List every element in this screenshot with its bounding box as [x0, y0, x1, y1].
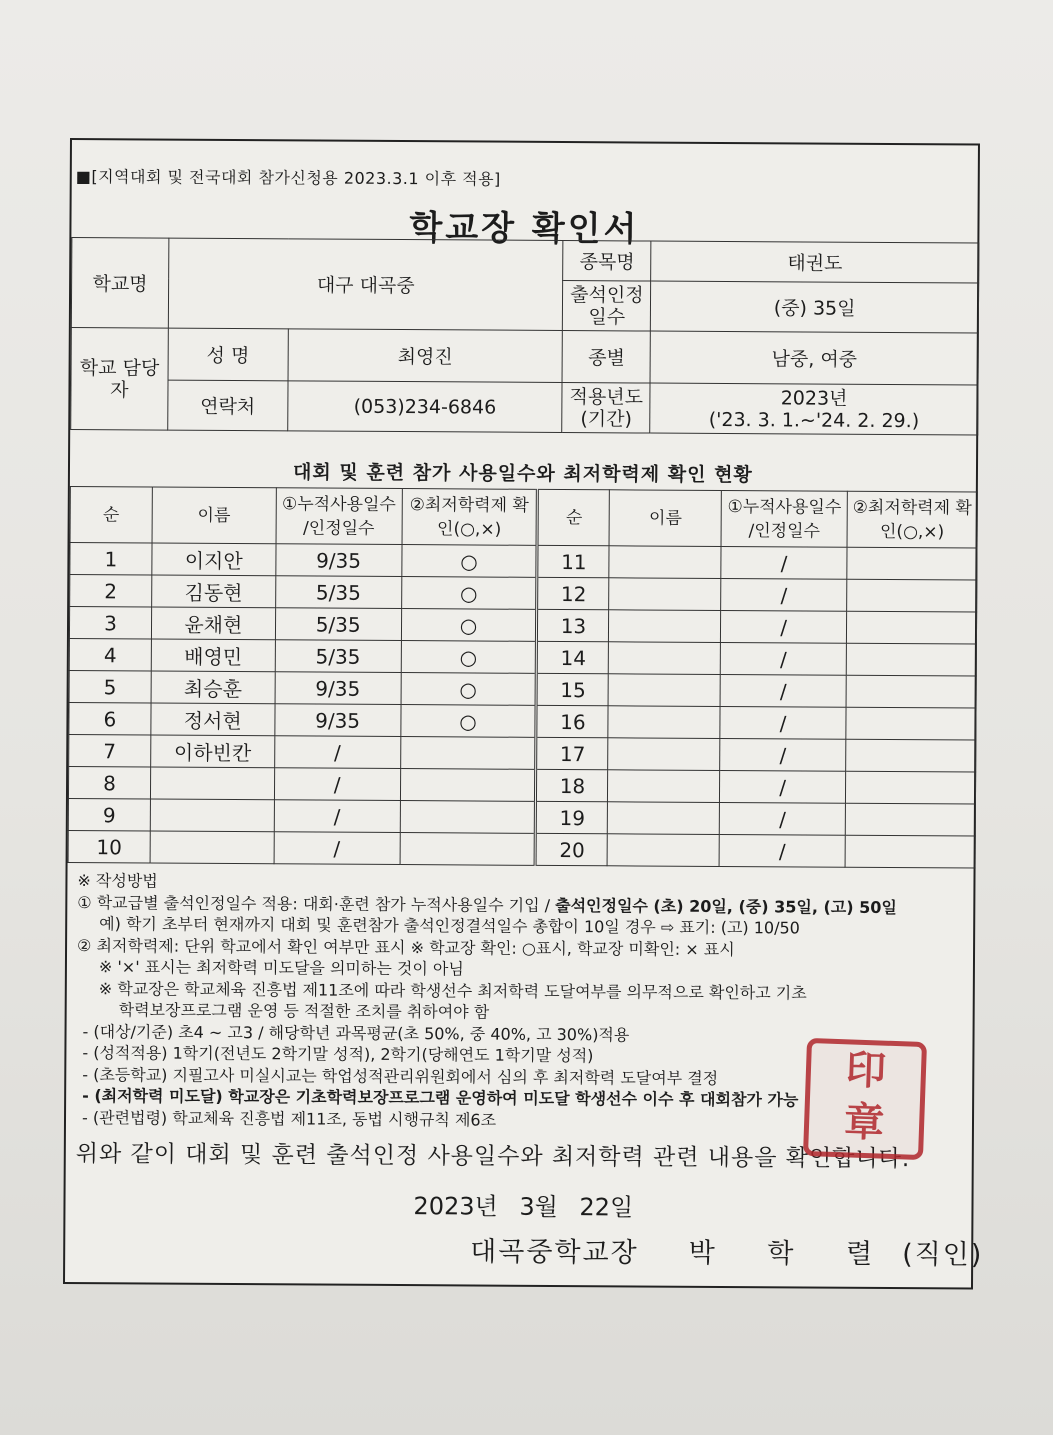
right-name-cell — [608, 706, 720, 739]
left-check-cell — [400, 801, 536, 834]
right-no-cell: 18 — [536, 769, 608, 801]
teacher-name: 최영진 — [288, 329, 563, 383]
attendance-days-label: 출석인정 일수 — [563, 281, 651, 332]
right-days-cell: / — [720, 706, 846, 739]
right-check-cell — [847, 547, 977, 580]
header-check-left: ②최저학력제 확인(○,×) — [402, 489, 538, 546]
left-days-cell: 9/35 — [275, 672, 401, 705]
right-days-cell: / — [719, 834, 845, 867]
right-check-cell — [846, 611, 976, 644]
right-no-cell: 15 — [537, 673, 609, 705]
right-check-cell — [846, 739, 976, 772]
right-check-cell — [846, 707, 976, 740]
document-title: 학교장 확인서 — [409, 208, 640, 250]
left-name-cell: 이지안 — [152, 543, 276, 576]
left-name-cell: 윤채현 — [151, 607, 275, 640]
left-check-cell: ○ — [401, 609, 537, 642]
right-name-cell — [608, 674, 720, 707]
right-no-cell: 20 — [536, 833, 608, 865]
left-check-cell — [400, 833, 536, 866]
teacher-name-label: 성 명 — [168, 328, 288, 381]
right-check-cell — [846, 675, 976, 708]
seal-label: (직인) — [902, 1239, 984, 1271]
right-days-cell: / — [721, 578, 847, 611]
official-seal-stamp: 印 章 — [803, 1038, 927, 1160]
contact-value: (053)234-6846 — [287, 381, 562, 433]
principal-signature-line — [470, 1229, 983, 1271]
form-note: ■[지역대회 및 전국대회 참가신청용 2023.3.1 이후 적용] — [75, 167, 501, 189]
note-5: 학력보장프로그램 운영 등 적절한 조치를 취하여야 함 — [118, 1000, 490, 1022]
left-check-cell: ○ — [400, 705, 536, 738]
left-no-cell: 5 — [69, 671, 151, 703]
right-no-cell: 11 — [537, 545, 609, 577]
section-title: 대회 및 훈련 참가 사용일수와 최저학력제 확인 현황 — [293, 461, 753, 487]
year-value — [650, 383, 978, 435]
right-check-cell — [846, 771, 976, 804]
note-8: - (초등학교) 지필고사 미실시교는 학업성적관리위원회에서 심의 후 최저학력 도달여부 결정 — [82, 1064, 719, 1088]
left-name-cell — [150, 799, 274, 832]
principal-name: 박 학 렬 — [688, 1237, 895, 1271]
left-check-cell — [400, 737, 536, 770]
right-name-cell — [609, 610, 721, 643]
left-days-cell: / — [274, 832, 400, 865]
left-days-cell: / — [274, 736, 400, 769]
table-row — [68, 831, 975, 869]
left-days-cell: 9/35 — [276, 544, 402, 577]
right-days-cell: / — [720, 642, 846, 675]
note-6: - (대상/기준) 초4 ~ 고3 / 해당학년 과목평균(초 50%, 중 40%, 고 30%)적용 — [82, 1021, 630, 1044]
category-label: 종별 — [562, 331, 650, 384]
year-text: 2023년 — [780, 386, 848, 410]
issue-date: 2023년 3월 22일 — [413, 1192, 634, 1222]
header-no-left: 순 — [70, 487, 152, 543]
left-no-cell: 4 — [69, 639, 151, 671]
note-3: ※ '×' 표시는 최저학력 미도달을 의미하는 것이 아님 — [98, 957, 464, 979]
sport-label: 종목명 — [563, 241, 651, 282]
left-name-cell: 김동현 — [152, 575, 276, 608]
attendance-days-value: (중) 35일 — [651, 281, 979, 333]
left-days-cell: / — [274, 768, 400, 801]
note-2: ② 최저학력제: 단위 학교에서 확인 여부만 표시 ※ 학교장 확인: ○표시, 학교장 미확인: × 표시 — [77, 935, 735, 959]
school-name-label: 학교명 — [71, 238, 168, 329]
right-name-cell — [609, 546, 721, 579]
right-name-cell — [608, 738, 720, 771]
note-1c: 예) 학기 초부터 현재까지 대회 및 훈련참가 출석인정결석일수 총합이 10일 경우 ⇨ 표기: (고) 10/50 — [99, 914, 800, 938]
right-name-cell — [607, 834, 719, 867]
left-no-cell: 8 — [68, 767, 150, 799]
header-name-right: 이름 — [609, 490, 721, 547]
right-no-cell: 13 — [537, 609, 609, 641]
right-name-cell — [609, 642, 721, 675]
left-name-cell: 최승훈 — [151, 671, 275, 704]
info-table — [70, 237, 979, 436]
right-days-cell: / — [721, 546, 847, 579]
category-value: 남중, 여중 — [650, 331, 978, 385]
right-days-cell: / — [720, 738, 846, 771]
left-days-cell: 9/35 — [275, 704, 401, 737]
right-check-cell — [847, 579, 977, 612]
note-9: - (최저학력 미도달) 학교장은 기초학력보장프로그램 운영하여 미도달 학생선수 이수 후 대회참가 가능 — [82, 1086, 799, 1110]
left-name-cell — [150, 767, 274, 800]
right-name-cell — [608, 802, 720, 835]
right-name-cell — [608, 770, 720, 803]
left-no-cell: 6 — [69, 703, 151, 735]
header-check-right: ②최저학력제 확인(○,×) — [847, 491, 977, 548]
confirm-statement: 위와 같이 대회 및 훈련 출석인정 사용일수와 최저학력 관련 내용을 확인합니다. — [75, 1141, 911, 1173]
note-1b: 출석인정일수 (초) 20일, (중) 35일, (고) 50일 — [555, 895, 897, 917]
school-name: 대구 대곡중 — [168, 238, 563, 330]
left-check-cell: ○ — [401, 673, 537, 706]
header-days-left: ①누적사용일수 /인정일수 — [276, 488, 402, 545]
right-check-cell — [845, 803, 975, 836]
right-no-cell: 12 — [537, 577, 609, 609]
right-no-cell: 14 — [537, 641, 609, 673]
principal-title: 대곡중학교장 — [470, 1236, 639, 1269]
right-no-cell: 19 — [536, 801, 608, 833]
left-no-cell: 2 — [70, 575, 152, 607]
period-text: ('23. 3. 1.~'24. 2. 29.) — [708, 408, 920, 432]
note-7: - (성적적용) 1학기(전년도 2학기말 성적), 2학기(당해연도 1학기말 성적) — [82, 1043, 594, 1066]
right-check-cell — [845, 835, 975, 868]
left-check-cell — [400, 769, 536, 802]
left-name-cell: 배영민 — [151, 639, 275, 672]
right-days-cell: / — [721, 610, 847, 643]
right-days-cell: / — [719, 802, 845, 835]
note-1a: ① 학교급별 출석인정일수 적용: 대회·훈련 참가 누적사용일수 기입 / — [77, 892, 556, 915]
sport-value: 태권도 — [651, 241, 979, 283]
left-check-cell: ○ — [401, 641, 537, 674]
left-days-cell: 5/35 — [275, 640, 401, 673]
note-10: - (관련법령) 학교체육 진흥법 제11조, 동법 시행규칙 제6조 — [81, 1107, 497, 1130]
left-name-cell — [150, 831, 274, 864]
left-name-cell: 정서현 — [151, 703, 275, 736]
left-check-cell: ○ — [401, 577, 537, 610]
right-days-cell: / — [720, 770, 846, 803]
left-name-cell: 이하빈칸 — [151, 735, 275, 768]
header-days-right: ①누적사용일수 /인정일수 — [721, 490, 847, 547]
left-no-cell: 3 — [69, 607, 151, 639]
left-check-cell: ○ — [401, 545, 537, 578]
right-name-cell — [609, 578, 721, 611]
left-no-cell: 1 — [70, 543, 152, 575]
left-no-cell: 10 — [68, 831, 150, 863]
right-no-cell: 17 — [536, 737, 608, 769]
left-days-cell: 5/35 — [275, 576, 401, 609]
right-days-cell: / — [720, 674, 846, 707]
attendance-rows — [68, 543, 977, 869]
left-days-cell: 5/35 — [275, 608, 401, 641]
header-no-right: 순 — [537, 489, 609, 545]
right-no-cell: 16 — [536, 705, 608, 737]
left-no-cell: 9 — [68, 799, 150, 831]
year-label: 적용년도 (기간) — [562, 383, 650, 434]
teacher-label: 학교 담당자 — [71, 328, 168, 431]
right-check-cell — [846, 643, 976, 676]
attendance-table — [68, 486, 978, 869]
notes-heading: ※ 작성방법 — [77, 871, 158, 891]
contact-label: 연락처 — [168, 380, 288, 431]
left-days-cell: / — [274, 800, 400, 833]
left-no-cell: 7 — [69, 735, 151, 767]
header-name-left: 이름 — [152, 487, 276, 544]
note-4: ※ 학교장은 학교체육 진흥법 제11조에 따라 학생선수 최저학력 도달여부를 의무적으로 확인하고 기초 — [98, 978, 807, 1003]
